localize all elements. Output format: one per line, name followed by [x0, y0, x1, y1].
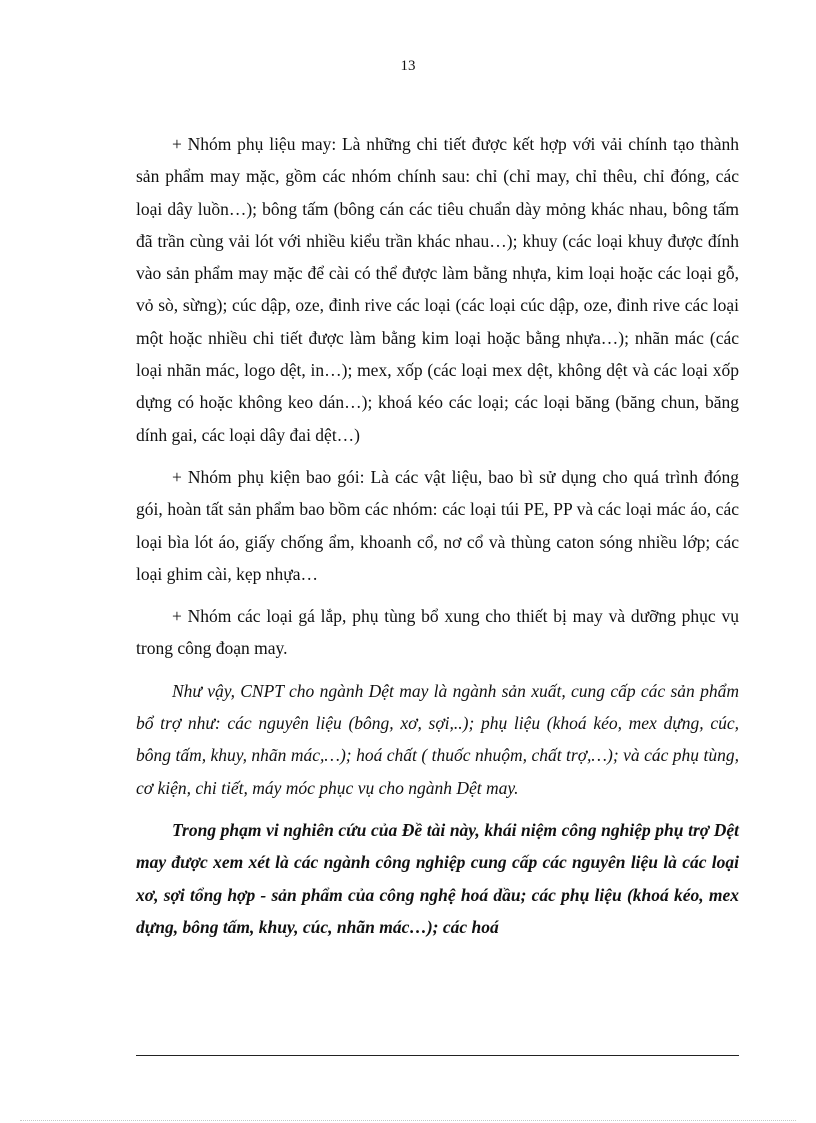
- paragraph-packaging-accessories: + Nhóm phụ kiện bao gói: Là các vật liệu, bao bì sử dụng cho quá trình đóng gói, hoàn tất sản phẩm bao bồm các nhóm: các loại túi PE, PP và các loại mác áo, các loại bìa lót áo, giấy chống ẩm, khoanh cổ, nơ cổ và thùng caton sóng nhiều lớp; các loại ghim cài, kẹp nhựa…: [136, 466, 739, 584]
- document-body: [136, 128, 739, 953]
- footer-rule: [136, 1055, 739, 1056]
- paragraph-research-scope: Trong phạm vi nghiên cứu của Đề tài này, khái niệm công nghiệp phụ trợ Dệt may được xem xét là các ngành công nghiệp cung cấp các nguyên liệu là các loại xơ, sợi tổng hợp - sản phẩm của công nghệ hoá dầu; các phụ liệu (khoá kéo, mex dựng, bông tấm, khuy, cúc, nhãn mác…); các hoá: [136, 819, 739, 937]
- paragraph-fixtures-spare-parts: + Nhóm các loại gá lắp, phụ tùng bổ xung cho thiết bị may và dưỡng phục vụ trong công đoạn may.: [136, 606, 739, 659]
- paragraph-sewing-accessories: + Nhóm phụ liệu may: Là những chi tiết được kết hợp với vải chính tạo thành sản phẩm may mặc, gồm các nhóm chính sau: chỉ (chỉ may, chỉ thêu, chỉ đóng, các loại dây luồn…); bông tấm (bông cán các tiêu chuẩn dày mỏng khác nhau, bông tấm đã trần cùng vải lót với nhiều kiểu trần khác nhau…); khuy (các loại khuy được đính vào sản phẩm may mặc để cài có thể được làm bằng nhựa, kim loại hoặc các loại gỗ, vỏ sò, sừng); cúc dập, oze, đinh rive các loại (các loại cúc dập, oze, đinh rive các loại một hoặc nhiều chi tiết được làm bằng kim loại hoặc bằng nhựa…); nhãn mác (các loại nhãn mác, logo dệt, in…); mex, xốp (các loại mex dệt, không dệt và các loại xốp dựng có hoặc không keo dán…); khoá kéo các loại; các loại băng (băng chun, băng dính gai, các loại dây đai dệt…): [136, 134, 739, 445]
- page-bottom-border: [20, 1120, 796, 1121]
- page-number: 13: [400, 58, 416, 74]
- paragraph-summary-definition: Như vậy, CNPT cho ngành Dệt may là ngành sản xuất, cung cấp các sản phẩm bổ trợ như: các nguyên liệu (bông, xơ, sợi,..); phụ liệu (khoá kéo, mex dựng, cúc, bông tấm, khuy, nhãn mác,…); hoá chất ( thuốc nhuộm, chất trợ,…); và các phụ tùng, cơ kiện, chi tiết, máy móc phục vụ cho ngành Dệt may.: [136, 680, 739, 798]
